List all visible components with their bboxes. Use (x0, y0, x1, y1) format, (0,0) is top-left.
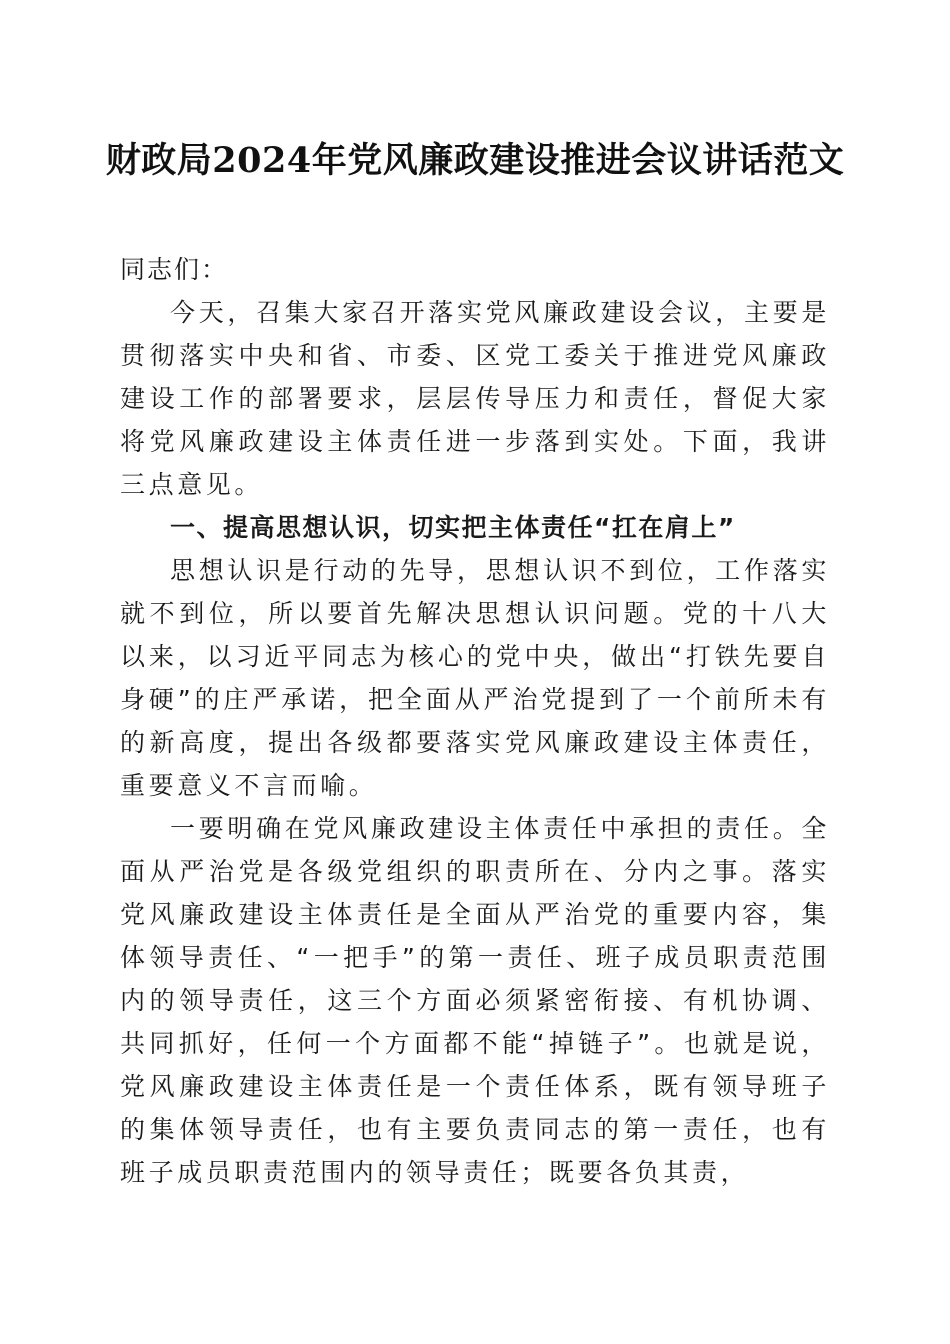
document-body (120, 248, 830, 1194)
salutation: 同志们： (120, 255, 229, 284)
section-heading-1: 一、提高思想认识，切实把主体责任“扛在肩上” (170, 513, 736, 542)
paragraph-intro: 今天，召集大家召开落实党风廉政建设会议，主要是贯彻落实中央和省、市委、区党工委关于推进党风廉政建设工作的部署要求，层层传导压力和责任，督促大家将党风廉政建设主体责任进一步落到实处。下面，我讲三点意见。 (120, 298, 830, 499)
paragraph-responsibility: 一要明确在党风廉政建设主体责任中承担的责任。全面从严治党是各级党组织的职责所在、分内之事。落实党风廉政建设主体责任是全面从严治党的重要内容，集体领导责任、“一把手”的第一责任、班子成员职责范围内的领导责任，这三个方面必须紧密衔接、有机协调、共同抓好，任何一个方面都不能“掉链子”。也就是说，党风廉政建设主体责任是一个责任体系，既有领导班子的集体领导责任，也有主要负责同志的第一责任，也有班子成员职责范围内的领导责任；既要各负其责， (120, 814, 830, 1187)
document-title: 财政局2024年党风廉政建设推进会议讲话范文 (105, 140, 845, 181)
paragraph-thinking: 思想认识是行动的先导，思想认识不到位，工作落实就不到位，所以要首先解决思想认识问题。党的十八大以来，以习近平同志为核心的党中央，做出“打铁先要自身硬”的庄严承诺，把全面从严治党提到了一个前所未有的新高度，提出各级都要落实党风廉政建设主体责任，重要意义不言而喻。 (120, 556, 830, 800)
